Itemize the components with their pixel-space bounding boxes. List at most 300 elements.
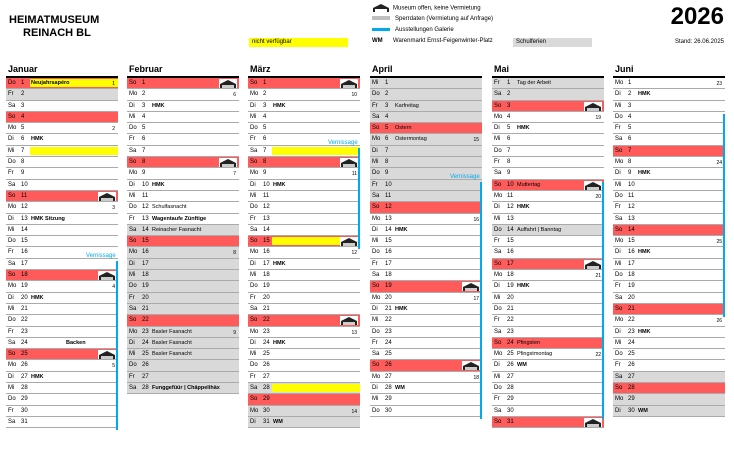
day-row[interactable] (370, 101, 482, 112)
day-row[interactable] (127, 112, 239, 123)
weekday: So (372, 204, 380, 211)
day-row[interactable] (613, 360, 725, 371)
weekday: Mi (250, 272, 257, 279)
vernissage-label: Vernissage (86, 252, 116, 259)
event-label: Muttertag (517, 181, 541, 188)
day-row[interactable] (127, 372, 239, 383)
day-row[interactable] (248, 247, 360, 258)
day-number: 20 (21, 294, 28, 301)
day-row[interactable] (613, 89, 725, 100)
day-row[interactable] (248, 338, 360, 349)
day-row[interactable] (370, 134, 482, 145)
day-row[interactable] (370, 146, 482, 157)
day-row[interactable] (248, 372, 360, 383)
day-row[interactable] (127, 349, 239, 360)
day-row[interactable] (127, 134, 239, 145)
day-row[interactable] (613, 270, 725, 281)
day-number: 24 (21, 339, 28, 346)
day-row[interactable] (613, 247, 725, 258)
day-row[interactable] (370, 394, 482, 405)
day-row[interactable] (492, 372, 604, 383)
day-number: 21 (21, 305, 28, 312)
day-row[interactable] (6, 146, 118, 157)
day-row[interactable] (370, 270, 482, 281)
weekday: Do (494, 147, 502, 154)
day-number: 30 (263, 407, 270, 414)
day-row[interactable] (6, 89, 118, 100)
day-row[interactable] (127, 338, 239, 349)
day-row[interactable] (492, 349, 604, 360)
day-number: 2 (142, 91, 146, 98)
day-number: 26 (385, 362, 392, 369)
weekday: Do (250, 283, 258, 290)
day-row[interactable] (370, 225, 482, 236)
month-name: März (250, 64, 271, 74)
day-number: 3 (507, 102, 511, 109)
day-number: 26 (21, 362, 28, 369)
day-row[interactable] (6, 214, 118, 225)
event-label: Basler Fasnacht (152, 351, 192, 358)
day-row[interactable] (370, 236, 482, 247)
day-row[interactable] (248, 417, 360, 428)
event-label: HMK (152, 181, 165, 188)
day-row[interactable] (248, 304, 360, 315)
day-row[interactable] (248, 349, 360, 360)
day-row[interactable] (613, 349, 725, 360)
museum-open-icon (462, 361, 480, 370)
day-row[interactable] (6, 123, 118, 134)
day-row[interactable] (127, 101, 239, 112)
weekday: So (372, 125, 380, 132)
day-number: 28 (385, 385, 392, 392)
day-row[interactable] (248, 315, 360, 326)
weekday: Sa (8, 260, 16, 267)
day-number: 12 (628, 204, 635, 211)
weekday: So (250, 159, 258, 166)
day-row[interactable] (248, 327, 360, 338)
weekday: Di (372, 385, 378, 392)
day-row[interactable] (6, 202, 118, 213)
day-row[interactable] (492, 383, 604, 394)
day-row[interactable] (370, 214, 482, 225)
day-row[interactable] (492, 202, 604, 213)
day-row[interactable] (6, 134, 118, 145)
day-row[interactable] (492, 78, 604, 89)
day-row[interactable] (6, 406, 118, 417)
day-number: 24 (385, 339, 392, 346)
day-number: 8 (142, 159, 146, 166)
day-row[interactable] (613, 202, 725, 213)
day-row[interactable] (370, 123, 482, 134)
weekday: Sa (250, 385, 258, 392)
day-row[interactable] (248, 123, 360, 134)
day-row[interactable] (6, 338, 118, 349)
day-row[interactable] (248, 89, 360, 100)
day-number: 25 (628, 351, 635, 358)
weekday: So (8, 272, 16, 279)
day-number: 13 (142, 215, 149, 222)
day-row[interactable] (6, 191, 118, 202)
day-number: 21 (263, 305, 270, 312)
day-row[interactable] (6, 168, 118, 179)
day-row[interactable] (6, 236, 118, 247)
day-number: 27 (628, 373, 635, 380)
weekday: Mo (8, 204, 17, 211)
day-row[interactable] (492, 360, 604, 371)
day-row[interactable] (127, 146, 239, 157)
day-row[interactable] (492, 293, 604, 304)
day-row[interactable] (370, 259, 482, 270)
day-row[interactable] (492, 327, 604, 338)
weekday: Mi (494, 136, 501, 143)
weekday: So (494, 102, 502, 109)
weekday: Sa (8, 181, 16, 188)
day-row[interactable] (248, 101, 360, 112)
museum-open-icon (98, 271, 116, 280)
title-line-2: REINACH BL (23, 27, 91, 39)
day-row[interactable] (492, 236, 604, 247)
day-row[interactable] (492, 338, 604, 349)
legend-open-label: Museum offen, keine Vermietung (393, 5, 481, 12)
weekday: Do (250, 125, 258, 132)
day-row[interactable] (127, 157, 239, 168)
day-row[interactable] (127, 236, 239, 247)
weekday: Di (615, 249, 621, 256)
weekday: Sa (494, 249, 502, 256)
day-row[interactable] (613, 225, 725, 236)
day-number: 2 (385, 91, 389, 98)
day-row[interactable] (492, 247, 604, 258)
day-row[interactable] (248, 236, 360, 247)
day-row[interactable] (613, 293, 725, 304)
weekday: Mo (8, 125, 17, 132)
day-row[interactable] (613, 383, 725, 394)
day-row[interactable] (127, 89, 239, 100)
day-row[interactable] (370, 360, 482, 371)
day-number: 9 (142, 170, 146, 177)
week-number: 19 (595, 114, 601, 121)
day-row[interactable] (613, 406, 725, 417)
day-row[interactable] (492, 89, 604, 100)
day-number: 24 (628, 339, 635, 346)
day-row[interactable] (370, 112, 482, 123)
event-label: HMK (517, 283, 530, 290)
day-row[interactable] (6, 270, 118, 281)
day-row[interactable] (370, 372, 482, 383)
day-row[interactable] (613, 315, 725, 326)
day-row[interactable] (127, 123, 239, 134)
day-row[interactable] (613, 327, 725, 338)
day-row[interactable] (127, 383, 239, 394)
day-row[interactable] (6, 349, 118, 360)
day-row[interactable] (127, 315, 239, 326)
weekday: Do (615, 113, 623, 120)
day-row[interactable] (248, 293, 360, 304)
day-row[interactable] (492, 281, 604, 292)
day-row[interactable] (370, 383, 482, 394)
day-row[interactable] (613, 78, 725, 89)
weekday: Do (494, 226, 502, 233)
day-row[interactable] (127, 360, 239, 371)
museum-open-icon (340, 237, 358, 246)
day-row[interactable] (370, 338, 482, 349)
day-row[interactable] (6, 180, 118, 191)
day-row[interactable] (492, 304, 604, 315)
day-row[interactable] (127, 225, 239, 236)
weekday: Sa (494, 407, 502, 414)
weekday: Fr (372, 260, 378, 267)
day-number: 13 (263, 215, 270, 222)
day-number: 25 (142, 351, 149, 358)
day-row[interactable] (492, 134, 604, 145)
day-row[interactable] (370, 315, 482, 326)
weekday: Mo (250, 407, 259, 414)
day-row[interactable] (127, 247, 239, 258)
day-row[interactable] (127, 214, 239, 225)
day-row[interactable] (248, 259, 360, 270)
day-row[interactable] (127, 304, 239, 315)
weekday: So (129, 238, 137, 245)
day-number: 9 (21, 170, 25, 177)
day-row[interactable] (370, 304, 482, 315)
day-row[interactable] (248, 225, 360, 236)
day-row[interactable] (6, 112, 118, 123)
day-row[interactable] (248, 202, 360, 213)
day-number: 8 (507, 159, 511, 166)
day-number: 31 (263, 418, 270, 425)
day-row[interactable] (492, 225, 604, 236)
day-row[interactable] (613, 338, 725, 349)
day-number: 30 (628, 407, 635, 414)
weekday: So (129, 80, 137, 86)
weekday: Sa (615, 294, 623, 301)
not-available-legend: nicht verfügbar (249, 38, 348, 47)
day-row[interactable] (6, 101, 118, 112)
day-row[interactable] (127, 259, 239, 270)
day-number: 28 (507, 385, 514, 392)
day-row[interactable] (6, 360, 118, 371)
day-number: 15 (628, 238, 635, 245)
day-row[interactable] (127, 202, 239, 213)
day-row[interactable] (613, 236, 725, 247)
day-row[interactable] (613, 123, 725, 134)
day-row[interactable] (248, 270, 360, 281)
day-row[interactable] (492, 214, 604, 225)
day-row[interactable] (492, 180, 604, 191)
weekday: Mi (8, 226, 15, 233)
day-number: 23 (142, 328, 149, 335)
day-row[interactable] (248, 180, 360, 191)
day-row[interactable] (6, 327, 118, 338)
day-row[interactable] (6, 225, 118, 236)
day-number: 20 (507, 294, 514, 301)
day-row[interactable] (248, 214, 360, 225)
day-row[interactable] (613, 372, 725, 383)
weekday: Mo (8, 362, 17, 369)
not-available-marker (30, 147, 118, 155)
day-row[interactable] (127, 180, 239, 191)
day-number: 20 (142, 294, 149, 301)
blocked-swatch (372, 16, 390, 20)
day-row[interactable] (127, 78, 239, 89)
day-row[interactable] (492, 394, 604, 405)
day-number: 3 (142, 102, 146, 109)
day-row[interactable] (127, 168, 239, 179)
day-row[interactable] (492, 270, 604, 281)
event-label: HMK (638, 249, 651, 256)
weekday: Fr (494, 159, 500, 166)
day-row[interactable] (370, 180, 482, 191)
weekday: Di (494, 125, 500, 132)
day-row[interactable] (613, 191, 725, 202)
day-row[interactable] (6, 304, 118, 315)
day-row[interactable] (370, 247, 482, 258)
day-row[interactable] (6, 372, 118, 383)
day-row[interactable] (6, 315, 118, 326)
day-number: 14 (263, 226, 270, 233)
day-number: 4 (21, 113, 25, 120)
day-row[interactable] (370, 281, 482, 292)
weekday: Fr (250, 136, 256, 143)
weekday: Mi (129, 113, 136, 120)
weekday: Mi (250, 351, 257, 358)
weekday: Fr (8, 170, 14, 177)
day-row[interactable] (127, 191, 239, 202)
day-row[interactable] (6, 259, 118, 270)
day-row[interactable] (248, 281, 360, 292)
day-row[interactable] (613, 146, 725, 157)
weekday: So (615, 226, 623, 233)
event-label: Auffahrt | Banntag (517, 226, 562, 233)
day-row[interactable] (613, 101, 725, 112)
week-number: 21 (595, 273, 601, 280)
day-number: 6 (21, 136, 25, 143)
month-name: Februar (129, 64, 163, 74)
day-number: 1 (507, 80, 511, 86)
day-row[interactable] (492, 112, 604, 123)
day-row[interactable] (370, 327, 482, 338)
day-row[interactable] (6, 78, 118, 89)
day-row[interactable] (6, 281, 118, 292)
event-label: Karfreitag (395, 102, 419, 109)
day-row[interactable] (492, 191, 604, 202)
day-row[interactable] (248, 146, 360, 157)
day-row[interactable] (370, 78, 482, 89)
day-number: 13 (628, 215, 635, 222)
day-row[interactable] (370, 406, 482, 417)
day-row[interactable] (613, 214, 725, 225)
day-number: 24 (507, 339, 514, 346)
day-number: 28 (263, 385, 270, 392)
event-label: Basler Fasnacht (152, 339, 192, 346)
day-number: 17 (507, 260, 514, 267)
weekday: Sa (250, 147, 258, 154)
weekday: So (250, 396, 258, 403)
day-row[interactable] (613, 157, 725, 168)
day-row[interactable] (613, 168, 725, 179)
day-row[interactable] (370, 191, 482, 202)
event-label: Wagentaufe Zünftige (152, 215, 207, 222)
day-row[interactable] (127, 281, 239, 292)
day-row[interactable] (6, 293, 118, 304)
weekday: So (615, 147, 623, 154)
day-row[interactable] (492, 259, 604, 270)
day-row[interactable] (127, 293, 239, 304)
day-row[interactable] (248, 191, 360, 202)
day-number: 24 (142, 339, 149, 346)
day-row[interactable] (248, 157, 360, 168)
day-row[interactable] (370, 157, 482, 168)
week-number: 24 (716, 160, 722, 167)
day-row[interactable] (613, 134, 725, 145)
day-row[interactable] (492, 157, 604, 168)
week-number: 7 (233, 171, 236, 178)
legend-exhibition-label: Ausstellungen Galerie (395, 27, 454, 33)
weekday: Do (372, 91, 380, 98)
day-number: 27 (263, 373, 270, 380)
day-number: 1 (21, 80, 25, 86)
day-row[interactable] (492, 315, 604, 326)
museum-open-icon (584, 418, 602, 427)
day-row[interactable] (6, 417, 118, 428)
day-number: 9 (507, 170, 511, 177)
day-row[interactable] (127, 270, 239, 281)
day-number: 22 (385, 317, 392, 324)
day-row[interactable] (613, 304, 725, 315)
event-label: Pfingstmontag (517, 351, 553, 358)
weekday: Sa (372, 192, 380, 199)
day-row[interactable] (248, 406, 360, 417)
day-row[interactable] (248, 168, 360, 179)
day-row[interactable] (613, 394, 725, 405)
day-row[interactable] (6, 157, 118, 168)
day-row[interactable] (248, 78, 360, 89)
day-row[interactable] (492, 101, 604, 112)
wm-key: WM (372, 38, 383, 44)
weekday: Fr (129, 373, 135, 380)
day-row[interactable] (492, 123, 604, 134)
event-label: HMK (638, 170, 651, 177)
week-number: 5 (112, 363, 115, 370)
day-row[interactable] (370, 349, 482, 360)
day-row[interactable] (492, 417, 604, 428)
day-row[interactable] (370, 89, 482, 100)
day-row[interactable] (613, 112, 725, 123)
day-row[interactable] (127, 327, 239, 338)
day-row[interactable] (248, 383, 360, 394)
day-row[interactable] (248, 360, 360, 371)
day-number: 19 (263, 283, 270, 290)
day-row[interactable] (370, 202, 482, 213)
day-number: 27 (142, 373, 149, 380)
day-row[interactable] (6, 383, 118, 394)
day-row[interactable] (492, 406, 604, 417)
museum-open-icon (219, 158, 237, 167)
day-row[interactable] (492, 168, 604, 179)
day-row[interactable] (613, 259, 725, 270)
event-label: Ostermontag (395, 136, 427, 143)
weekday: Do (615, 351, 623, 358)
day-row[interactable] (6, 394, 118, 405)
weekday: Di (372, 147, 378, 154)
day-row[interactable] (248, 112, 360, 123)
day-number: 3 (263, 102, 267, 109)
day-row[interactable] (248, 394, 360, 405)
day-row[interactable] (492, 146, 604, 157)
day-row[interactable] (613, 180, 725, 191)
day-row[interactable] (613, 281, 725, 292)
day-row[interactable] (370, 293, 482, 304)
